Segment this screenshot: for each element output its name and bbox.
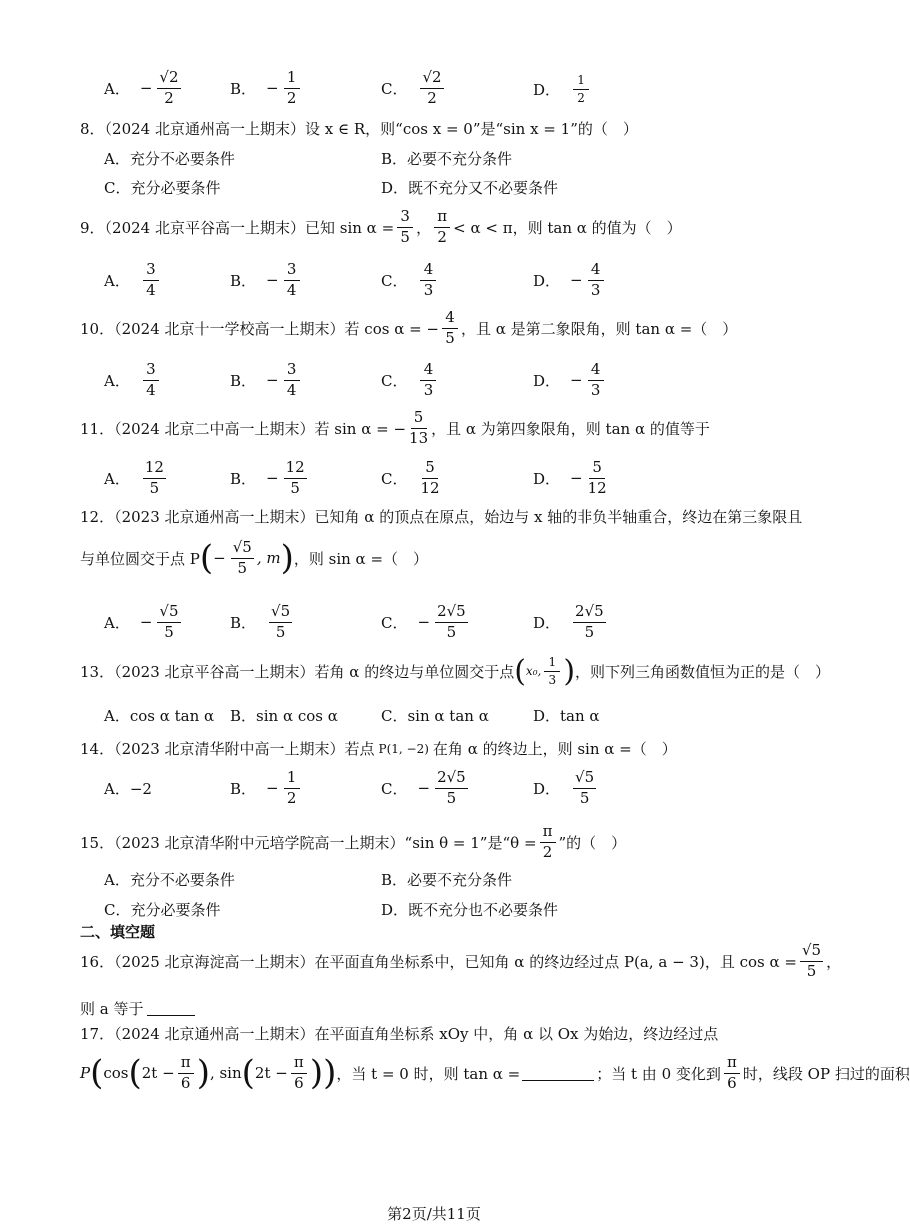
q12-option-a: A． − $\frac{√5}{5}$ — [104, 602, 179, 641]
q11-option-a: A． $\frac{12}{5}$ — [104, 458, 164, 497]
page-number-footer: 第2页/共11页 — [387, 1205, 481, 1223]
q7-option-a: A． − $\frac{√2}{2}$ — [104, 68, 179, 107]
q14-option-a: A．−2 — [104, 780, 152, 798]
q14-option-b: B． − $\frac{1}{2}$ — [230, 770, 303, 807]
q10-option-c: C． $\frac{4}{3}$ — [381, 362, 439, 399]
q13-option-c: C．sin α tan α — [381, 707, 489, 725]
q9-option-c: C． $\frac{4}{3}$ — [381, 262, 439, 299]
q13-option-a: A．cos α tan α — [104, 707, 215, 725]
q14-stem: 14．（2023 北京清华附中高一上期末）若点 P(1, −2) 在角 α 的终边上，则 sin α =（ ） — [80, 740, 677, 758]
q10-option-b: B． − $\frac{3}{4}$ — [230, 362, 303, 399]
q11-option-d: D． − $\frac{5}{12}$ — [533, 458, 607, 497]
q15-stem: 15．（2023 北京清华附中元培学院高一上期末）“sin θ = 1”是“θ = $\frac{\pi}{2}$ ”的（ ） — [80, 822, 627, 861]
q12-stem-line1: 12．（2023 北京通州高一上期末）已知角 α 的顶点在原点，始边与 x 轴的非负半轴重合，终边在第三象限且 — [80, 508, 803, 526]
q13-option-d: D．tan α — [533, 707, 600, 725]
q15-option-d: D．既不充分也不必要条件 — [381, 901, 559, 919]
q12-stem-line2: 与单位圆交于点 P ( − $\frac{√5}{5}$ , m ) ，则 sin α =（ ） — [80, 537, 429, 578]
q7-option-b: B． − $\frac{1}{2}$ — [230, 70, 303, 107]
q9-option-d: D． − $\frac{4}{3}$ — [533, 262, 607, 299]
q17-stem-line1: 17．（2024 北京通州高一上期末）在平面直角坐标系 xOy 中，角 α 以 Ox 为始边，终边经过点 — [80, 1025, 719, 1043]
q13-option-b: B．sin α cos α — [230, 707, 338, 725]
q8-option-d: D．既不充分又不必要条件 — [381, 179, 559, 197]
q11-option-c: C． $\frac{5}{12}$ — [381, 458, 440, 497]
q8-option-b: B．必要不充分条件 — [381, 150, 513, 168]
q13-stem: 13．（2023 北京平谷高一上期末）若角 α 的终边与单位圆交于点 ( x₀, $\frac{1}{3}$ ) ，则下列三角函数值恒为正的是（ ） — [80, 653, 831, 689]
q15-option-b: B．必要不充分条件 — [381, 871, 513, 889]
q12-option-b: B． $\frac{√5}{5}$ — [230, 602, 291, 641]
q16-stem: 16．（2025 北京海淀高一上期末）在平面直角坐标系中，已知角 α 的终边经过点 P(a, a − 3)，且 cos α = $\frac{√5}{5}$ ， — [80, 941, 842, 980]
q16-answer-blank[interactable] — [147, 1001, 195, 1016]
section-heading-fill-in: 二、填空题 — [80, 923, 156, 941]
q17-stem-line2: P ( cos ( 2t − $\frac{\pi}{6}$ ) , sin ( 2t − $\frac{\pi}{6}$ ) ) ，当 t = 0 时，则 tan α = ；当 t 由 0 变化到 $\frac{\pi}{6}$ 时，线段 OP 扫过的面积 — [80, 1052, 910, 1093]
q12-option-d: D． $\frac{2√5}{5}$ — [533, 602, 604, 641]
q16-stem-line2: 则 a 等于 — [80, 998, 195, 1019]
q8-stem: 8．（2024 北京通州高一上期末）设 x ∈ R，则“cos x = 0”是“sin x = 1”的（ ） — [80, 120, 638, 138]
q7-option-d: D． $\frac{1}{2}$ — [533, 74, 592, 104]
q17-answer-blank-1[interactable] — [522, 1066, 594, 1081]
q11-option-b: B． − $\frac{12}{5}$ — [230, 458, 305, 497]
q15-option-a: A．充分不必要条件 — [104, 871, 235, 889]
q9-stem: 9．（2024 北京平谷高一上期末）已知 sin α = $\frac{3}{5}$ ， $\frac{\pi}{2}$ < α < π，则 tan α 的值为（ ） — [80, 207, 682, 246]
q9-option-b: B． − $\frac{3}{4}$ — [230, 262, 303, 299]
q9-option-a: A． $\frac{3}{4}$ — [104, 262, 162, 299]
q8-option-a: A．充分不必要条件 — [104, 150, 235, 168]
q12-option-c: C． − $\frac{2√5}{5}$ — [381, 602, 466, 641]
q14-option-c: C． − $\frac{2√5}{5}$ — [381, 768, 466, 807]
q8-option-c: C．充分必要条件 — [104, 179, 221, 197]
q7-option-c: C． $\frac{√2}{2}$ — [381, 68, 442, 107]
q10-stem: 10．（2024 北京十一学校高一上期末）若 cos α = − $\frac{4}{5}$ ，且 α 是第二象限角，则 tan α =（ ） — [80, 308, 738, 347]
q15-option-c: C．充分必要条件 — [104, 901, 221, 919]
q14-option-d: D． $\frac{√5}{5}$ — [533, 768, 595, 807]
q10-option-d: D． − $\frac{4}{3}$ — [533, 362, 607, 399]
q11-stem: 11．（2024 北京二中高一上期末）若 sin α = − $\frac{5}{13}$ ，且 α 为第四象限角，则 tan α 的值等于 — [80, 408, 710, 447]
q10-option-a: A． $\frac{3}{4}$ — [104, 362, 162, 399]
